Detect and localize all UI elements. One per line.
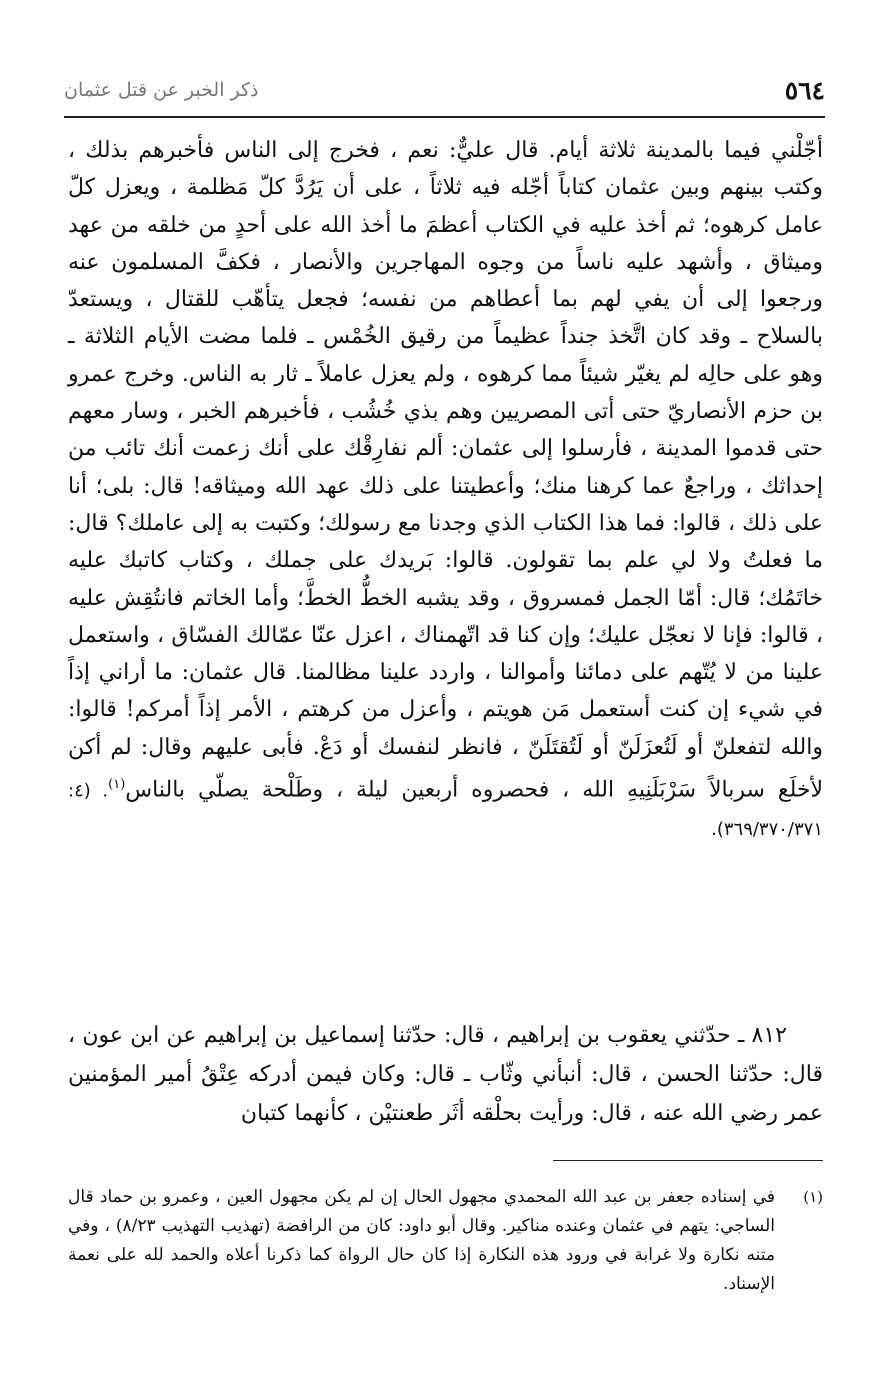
footnotes [68,1183,823,1299]
footnote-reference: (١) [108,777,126,793]
source-citation: . (٤: ٣٦٩/٣٧٠/٣٧١). [68,780,823,840]
narration-entry [68,1016,823,1133]
page-number: ٥٦٤ [784,76,825,105]
running-title: ذكر الخبر عن قتل عثمان [64,79,259,101]
header-rule [64,116,825,118]
footnote-text: في إسناده جعفر بن عبد الله المحمدي مجهول الحال إن لم يكن مجهول العين ، وعمرو بن حماد قال الساجي: يتهم في عثمان وعنده مناكير. وقال أبو داود: كان من الرافضة (تهذيب التهذيب ٨/٢٣) ، وفي متنه نكارة ولا غرابة في ورود هذه النكارة إذا كان حال الرواة كما ذكرنا أعلاه والحمد لله على نعمة الإسناد. [68,1187,776,1294]
narration-text: ٨١٢ ـ حدّثني يعقوب بن إبراهيم ، قال: حدّثنا إسماعيل بن إبراهيم عن ابن عون ، قال: حدّثنا الحسن ، قال: أنبأني وثّاب ـ قال: وكان فيمن أدركه عِتْقُ أمير المؤمنين عمر رضي الله عنه ، قال: ورأيت بحلْقه أثَر طعنتيْن ، كأنهما كتبان [68,1023,823,1126]
footnote-separator [553,1160,823,1161]
main-paragraph [68,132,823,848]
footnote [68,1183,823,1299]
main-paragraph-text: أجّلْني فيما بالمدينة ثلاثة أيام. قال عليٌّ: نعم ، فخرج إلى الناس فأخبرهم بذلك ، وكتب بينهم وبين عثمان كتاباً أجّله فيه ثلاثاً ، على أن يَرُدَّ كلّ مَظلمة ، ويعزل كلّ عامل كرهوه؛ ثم أخذ عليه في الكتاب أعظمَ ما أخذ الله على أحدٍ من خلقه من عهد وميثاق ، وأشهد عليه ناساً من وجوه المهاجرين والأنصار ، فكفَّ المسلمون عنه ورجعوا إلى أن يفي لهم بما أعطاهم من نفسه؛ فجعل يتأهّب للقتال ، ويستعدّ بالسلاح ـ وقد كان اتَّخذ جنداً عظيماً من رقيق الخُمْس ـ فلما مضت الأيام الثلاثة ـ وهو على حالِه لم يغيّر شيئاً مما كرهوه ، ولم يعزل عاملاً ـ ثار به الناس. وخرج عمرو بن حزم الأنصاريّ حتى أتى المصريين وهم بذي خُشُب ، فأخبرهم الخبر ، وسار معهم حتى قدموا المدينة ، فأرسلوا إلى عثمان: ألم نفارِقْك على أنك زعمت أنك تائب من إحداثك ، وراجعٌ عما كرهنا منك؛ وأعطيتنا على ذلك عهد الله وميثاقه! قال: بلى؛ أنا على ذلك ، قالوا: فما هذا الكتاب الذي وجدنا مع رسولك؛ وكتبت به إلى عاملك؟ قال: ما فعلتُ ولا لي علم بما تقولون. قالوا: بَريدك على جملك ، وكتاب كاتبك عليه خاتَمُك؛ قال: أمّا الجمل فمسروق ، وقد يشبه الخطُّ الخطَّ؛ وأما الخاتم فانتُقِش عليه ، قالوا: فإنا لا نعجّل عليك؛ وإن كنا قد اتّهمناك ، اعزل عنّا عمّالك الفسّاق ، واستعمل علينا من لا يُتّهم على دمائنا وأموالنا ، واردد علينا مظالمنا. قال عثمان: ما أراني إذاً في شيء إن كنت أستعمل مَن هويتم ، وأعزل من كرهتم ، الأمر إذاً أمركم! قالوا: والله لتفعلنّ أو لَتُعزَلَنّ أو لَتُقتَلَنّ ، فانظر لنفسك أو دَعْ. فأبى عليهم وقال: لم أكن لأخلَع سربالاً سَرْبَلَنِيهِ الله ، فحصروه أربعين ليلة ، وطَلْحة يصلّي بالناس [68,138,824,803]
main-text [68,132,823,848]
footnote-marker: (١) [803,1188,823,1206]
page-header [64,76,825,116]
